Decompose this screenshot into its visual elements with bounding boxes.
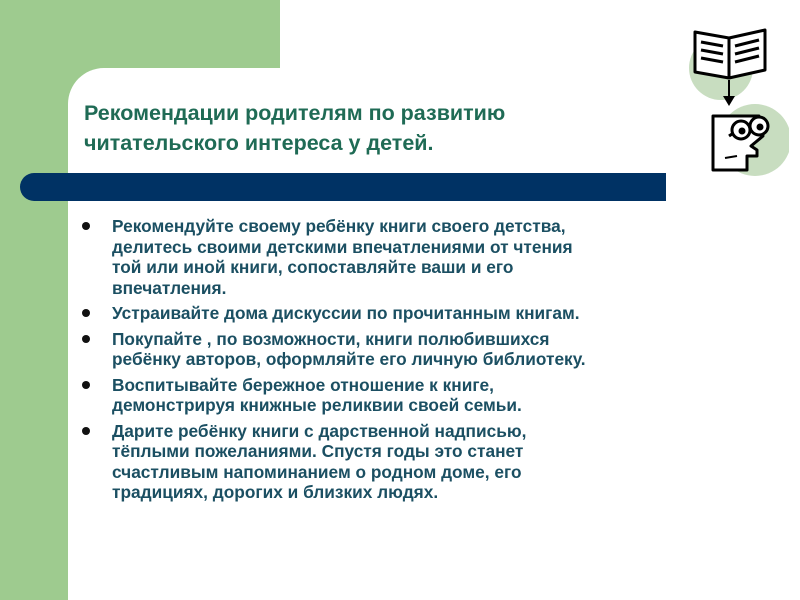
bullet-text-line: демонстрируя книжные реликвии своей семьи. [112,395,522,415]
bullet-text-line: Устраивайте дома дискуссии по прочитанным книгам. [112,303,580,323]
bullet-icon [82,381,90,389]
bullet-text-line: Дарите ребёнку книги с дарственной надписью, [112,420,527,441]
title-underline-bar [20,173,666,201]
list-item [80,375,760,416]
bullet-text-line: традициях, дорогих и близких людях. [112,482,439,502]
bullet-text-line: впечатления. [112,277,227,298]
title-line: Рекомендации родителям по развитию [84,101,506,125]
bullet-text-line: тёплыми пожеланиями. Спустя годы это станет [112,441,524,461]
bullet-text-line: той или иной книги, сопоставляйте ваши и его [112,257,514,277]
bullet-list [80,216,760,508]
bullet-text-line: Воспитывайте бережное отношение к книге, [112,374,494,395]
bullet-text-line: Покупайте , по возможности, книги полюбившихся [112,328,550,349]
list-item [80,421,760,503]
bullet-text-line: ребёнку авторов, оформляйте его личную библиотеку. [112,349,586,369]
bullet-icon [82,309,90,317]
bullet-text-line: делитесь своими детскими впечатлениями от чтения [112,236,573,257]
slide-title [84,98,664,158]
bullet-icon [82,427,90,435]
bullet-icon [82,335,90,343]
title-line: читательского интереса у детей. [84,131,434,155]
book-reader-icon [685,18,789,188]
bullet-text-line: Рекомендуйте своему ребёнку книги своего детства, [112,216,566,236]
bullet-icon [82,222,90,230]
bullet-text-line: счастливым напоминанием о родном доме, его [112,461,522,482]
open-book-icon [695,30,765,78]
list-item [80,329,760,370]
list-item [80,216,760,298]
list-item [80,303,760,324]
